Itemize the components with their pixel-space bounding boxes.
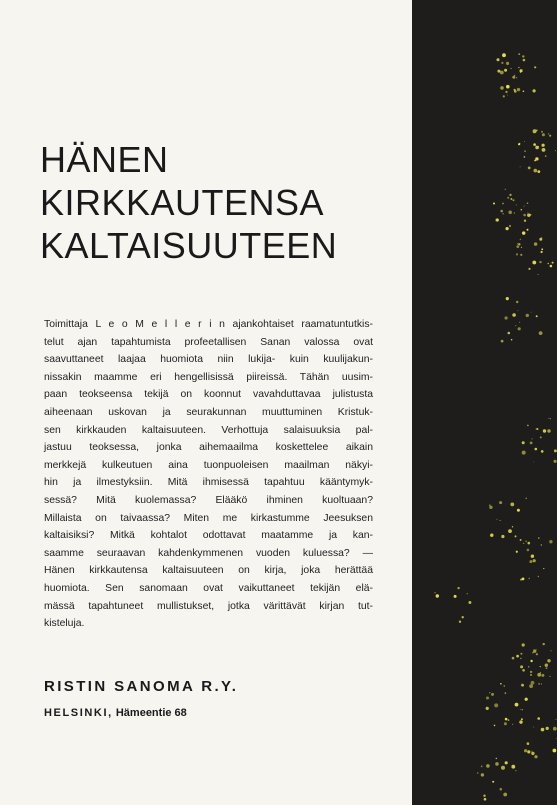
- speckle-dot: [528, 542, 531, 545]
- speckle-dot: [503, 793, 507, 797]
- speckle-dot: [512, 76, 515, 79]
- speckle-dot: [533, 462, 534, 463]
- address-street: Hämeentie 68: [115, 707, 187, 719]
- speckle-dot: [505, 189, 506, 190]
- speckle-dot: [541, 728, 545, 732]
- speckle-dot: [531, 681, 535, 685]
- speckle-dot: [525, 698, 528, 701]
- speckle-dot: [554, 460, 557, 463]
- speckle-dot: [527, 425, 529, 427]
- speckle-dot: [503, 54, 504, 55]
- speckle-dot: [489, 506, 492, 509]
- speckle-dot: [494, 725, 496, 727]
- speckle-dot: [520, 72, 521, 73]
- speckle-dot: [535, 146, 539, 150]
- speckle-dot: [550, 265, 553, 268]
- speckle-dot: [517, 509, 520, 512]
- blurb-line: merkkejä kulkeutuen aina tuonpuoleisen maailman näkyi-: [44, 459, 373, 471]
- speckle-dot: [534, 755, 537, 758]
- speckle-dot: [434, 592, 435, 593]
- speckle-dot: [462, 616, 464, 618]
- speckle-dot: [542, 133, 545, 136]
- speckle-dot: [548, 263, 549, 264]
- speckle-dot: [481, 773, 484, 776]
- speckle-dot: [477, 772, 478, 773]
- speckle-dot: [502, 203, 504, 205]
- speckle-dot: [507, 95, 508, 96]
- speckle-dot: [436, 594, 439, 597]
- speckle-dot: [540, 436, 542, 438]
- speckle-dot: [522, 55, 524, 57]
- speckle-dot: [519, 720, 522, 723]
- speckle-dot: [539, 261, 541, 263]
- speckle-dot: [530, 674, 532, 676]
- speckle-dot: [549, 540, 552, 543]
- speckle-dot: [515, 770, 516, 771]
- speckle-dot: [527, 202, 529, 204]
- speckle-dot: [511, 68, 512, 69]
- speckle-dot: [520, 539, 522, 541]
- speckle-dot: [514, 212, 515, 213]
- speckle-dot: [486, 764, 490, 768]
- speckle-dot: [495, 762, 499, 766]
- speckle-dot: [524, 220, 526, 222]
- speckle-dot: [516, 245, 519, 248]
- speckle-dot: [489, 505, 490, 506]
- speckle-dot: [502, 53, 506, 57]
- speckle-dot: [530, 442, 533, 445]
- speckle-dot: [515, 325, 516, 326]
- speckle-dot: [522, 643, 525, 646]
- speckle-dot: [536, 653, 538, 655]
- speckle-dot: [518, 327, 521, 330]
- speckle-dot: [541, 450, 544, 453]
- speckle-dot: [500, 86, 504, 90]
- speckle-dot: [535, 448, 538, 451]
- blurb-line: aiheenaan uskovan ja seurakunnan muuttuminen Kristuk-: [44, 406, 373, 418]
- speckle-dot: [529, 578, 530, 579]
- speckle-dot: [520, 166, 521, 167]
- speckle-dot: [546, 727, 549, 730]
- speckle-dot: [548, 418, 549, 419]
- blurb-line: saamme seuraavan kahdenkymmenen vuoden kuluessa? —: [44, 547, 373, 559]
- speckle-dot: [527, 229, 529, 231]
- speckle-dot: [506, 297, 509, 300]
- speckle-dot: [541, 237, 542, 238]
- speckle-dot: [554, 449, 557, 452]
- speckle-dot: [549, 676, 550, 677]
- speckle-dot: [522, 441, 525, 444]
- speckle-dot: [533, 89, 536, 92]
- speckle-dot: [547, 429, 550, 432]
- blurb-line: hin ja ilmestyksiin. Mitä ihmisessä tapahtuu kääntymyk-: [44, 477, 373, 489]
- blurb-line: sessä? Mitä kuolemassa? Elääkö ihminen kuoltuaan?: [44, 494, 373, 506]
- speckle-dot: [527, 750, 530, 753]
- speckle-dot: [533, 727, 534, 728]
- speckle-dot: [541, 248, 543, 250]
- speckle-dot: [553, 749, 557, 753]
- speckle-dot: [522, 578, 525, 581]
- speckle-dot: [541, 684, 542, 685]
- speckle-dot: [522, 669, 525, 672]
- speckle-dot: [522, 231, 525, 234]
- speckle-dot: [524, 749, 527, 752]
- speckle-dot: [508, 332, 511, 335]
- speckle-dot: [545, 664, 548, 667]
- speckle-dot: [527, 213, 528, 214]
- speckle-dot: [457, 587, 459, 589]
- speckle-dot: [512, 313, 516, 317]
- speckle-dot: [528, 268, 530, 270]
- speckle-dot: [533, 143, 536, 146]
- speckle-dot: [516, 77, 517, 78]
- speckle-dot: [550, 418, 551, 419]
- speckle-dot: [520, 239, 521, 240]
- blurb-line: jastuu teoksessa, jonka aihemaailma koskettelee aikain: [44, 442, 373, 454]
- speckle-dot: [555, 150, 556, 151]
- speckle-dot: [536, 315, 538, 317]
- speckle-dot: [527, 549, 530, 552]
- speckle-dot: [521, 209, 523, 211]
- speckle-dot: [541, 544, 542, 545]
- blurb-line: kaltaisiksi? Mitkä kohtalot odottavat maatamme ja kan-: [44, 530, 373, 542]
- speckle-dot: [490, 534, 493, 537]
- speckle-dot: [549, 135, 551, 137]
- speckle-dot: [508, 211, 512, 215]
- title-line: KALTAISUUTEEN: [40, 225, 338, 266]
- speckle-dot: [536, 649, 537, 650]
- speckle-dot: [467, 593, 468, 594]
- speckle-dot: [548, 133, 549, 134]
- speckle-dot: [529, 684, 533, 688]
- speckle-dot: [528, 167, 531, 170]
- speckle-dot: [529, 560, 532, 563]
- blurb-line: paan teokseensa tekijä on koonnut vavahduttavaa julistusta: [44, 389, 373, 401]
- speckle-dot: [512, 526, 513, 527]
- speckle-dot: [541, 131, 543, 133]
- speckle-dot: [515, 535, 517, 537]
- speckle-dot: [505, 91, 507, 93]
- speckle-dot: [501, 766, 505, 770]
- publisher-address: [44, 707, 187, 719]
- speckle-dot: [553, 727, 557, 731]
- speckle-dot: [505, 692, 507, 694]
- speckle-dot: [530, 660, 532, 662]
- speckle-dot: [538, 683, 539, 684]
- speckle-dot: [541, 674, 544, 677]
- title-line: HÄNEN: [40, 139, 169, 180]
- blurb-line: sen kirkkauden kaltaisuuteen. Verhottuja salaisuuksia pal-: [44, 424, 373, 436]
- speckle-dot: [543, 429, 546, 432]
- speckle-dot: [525, 541, 527, 543]
- speckle-dot: [507, 197, 509, 199]
- speckle-dot: [530, 671, 532, 673]
- speckle-dot: [537, 673, 541, 677]
- speckle-pattern: [412, 0, 557, 805]
- speckle-dot: [484, 798, 487, 801]
- speckle-dot: [497, 70, 500, 73]
- address-city: HELSINKI,: [44, 707, 113, 719]
- speckle-dot: [516, 253, 518, 255]
- speckle-dot: [523, 91, 525, 93]
- blurb-line: nissakin maamme eri hengellisissä piireissä. Tähän uusim-: [44, 371, 373, 383]
- speckle-dot: [504, 685, 505, 686]
- speckle-dot: [537, 717, 540, 720]
- speckle-dot: [517, 243, 518, 244]
- speckle-dot: [514, 90, 517, 93]
- speckle-dot: [524, 150, 526, 152]
- speckle-dot: [511, 765, 515, 769]
- speckle-dot: [537, 170, 540, 173]
- speckle-dot: [526, 498, 527, 499]
- speckle-dot: [518, 243, 520, 245]
- speckle-dot: [533, 649, 536, 652]
- speckle-dot: [540, 666, 541, 667]
- speckle-dot: [521, 684, 524, 687]
- speckle-dot: [481, 766, 483, 768]
- speckle-dot: [494, 703, 498, 707]
- speckle-dot: [505, 316, 508, 319]
- speckle-dot: [521, 718, 523, 720]
- book-title: [40, 138, 337, 267]
- speckle-dot: [543, 568, 544, 569]
- speckle-dot: [508, 529, 512, 533]
- speckle-dot: [500, 683, 502, 685]
- speckled-spine: [412, 0, 557, 805]
- speckle-dot: [501, 535, 504, 538]
- speckle-dot: [528, 666, 530, 668]
- speckle-dot: [520, 665, 523, 668]
- speckle-dot: [538, 274, 539, 275]
- speckle-dot: [534, 169, 538, 173]
- speckle-dot: [538, 576, 539, 577]
- speckle-dot: [523, 543, 524, 544]
- speckle-dot: [501, 340, 504, 343]
- blurb-line: telut ajan tapahtumista profeetallisen Sanan valossa ovat: [44, 336, 373, 348]
- speckle-dot: [542, 148, 546, 152]
- speckle-dot: [522, 451, 526, 455]
- speckle-dot: [510, 198, 512, 200]
- speckle-dot: [518, 67, 519, 68]
- speckle-dot: [524, 141, 525, 142]
- speckle-dot: [496, 219, 499, 222]
- speckle-dot: [506, 227, 509, 230]
- speckle-dot: [496, 519, 497, 520]
- speckle-dot: [540, 672, 541, 673]
- speckle-dot: [500, 210, 503, 213]
- blurb: [44, 316, 373, 633]
- speckle-dot: [503, 213, 504, 214]
- speckle-dot: [532, 438, 533, 439]
- speckle-dot: [520, 658, 521, 659]
- speckle-dot: [496, 758, 497, 759]
- speckle-dot: [491, 693, 494, 696]
- speckle-dot: [516, 204, 517, 205]
- speckle-dot: [531, 751, 532, 752]
- speckle-dot: [503, 95, 505, 97]
- speckle-dot: [523, 214, 526, 217]
- speckle-dot: [546, 667, 548, 669]
- speckle-dot: [541, 251, 543, 253]
- speckle-dot: [520, 254, 522, 256]
- speckle-dot: [454, 595, 457, 598]
- blurb-line: mässä tapahtuneet mullistukset, jotka värittävät kirjan tut-: [44, 600, 373, 612]
- speckle-dot: [532, 652, 533, 653]
- speckle-dot: [497, 58, 500, 61]
- speckle-dot: [534, 242, 537, 245]
- speckle-dot: [523, 59, 526, 62]
- speckle-dot: [492, 781, 494, 783]
- speckle-dot: [552, 262, 554, 264]
- speckle-dot: [518, 53, 520, 55]
- speckle-dot: [505, 718, 508, 721]
- speckle-dot: [516, 551, 518, 553]
- speckle-dot: [531, 752, 534, 755]
- speckle-dot: [501, 62, 503, 64]
- speckle-dot: [520, 69, 523, 72]
- speckle-dot: [513, 199, 515, 201]
- publisher-name: RISTIN SANOMA R.Y.: [44, 678, 239, 695]
- blurb-line: Toimittaja L e o M e l l e r i n ajankohtaiset raamatuntutkis-: [44, 319, 373, 330]
- speckle-dot: [500, 788, 503, 791]
- blurb-line: saavuttaneet laajaa huomiota niin lukija- kuin kuulijakun-: [44, 354, 373, 366]
- speckle-dot: [500, 520, 501, 521]
- speckle-dot: [531, 312, 532, 313]
- speckle-dot: [545, 155, 547, 157]
- speckle-dot: [504, 69, 507, 72]
- speckle-dot: [509, 194, 511, 196]
- speckle-dot: [530, 214, 532, 216]
- speckle-dot: [520, 709, 521, 710]
- title-line: KIRKKAUTENSA: [40, 182, 325, 223]
- speckle-dot: [542, 144, 545, 147]
- speckle-dot: [504, 722, 507, 725]
- speckle-dot: [493, 203, 495, 205]
- speckle-dot: [509, 225, 511, 227]
- speckle-dot: [524, 206, 525, 207]
- speckle-dot: [515, 703, 519, 707]
- speckle-dot: [499, 501, 502, 504]
- speckle-dot: [536, 428, 538, 430]
- blurb-line: huomiota. Sen sanomaan ovat vaikuttaneet tekijän elä-: [44, 582, 373, 594]
- speckle-dot: [508, 719, 510, 721]
- speckle-dot: [534, 66, 536, 68]
- speckle-dot: [543, 643, 545, 645]
- speckle-dot: [531, 555, 534, 558]
- speckle-dot: [528, 744, 529, 745]
- speckle-dot: [489, 692, 490, 693]
- speckle-dot: [526, 314, 529, 317]
- speckle-dot: [538, 537, 539, 538]
- speckle-dot: [459, 621, 461, 623]
- speckle-dot: [512, 724, 513, 725]
- speckle-dot: [514, 75, 515, 76]
- speckle-dot: [516, 301, 518, 303]
- speckle-dot: [468, 601, 471, 604]
- speckle-dot: [486, 707, 489, 710]
- blurb-line: kisteluja.: [44, 618, 85, 630]
- speckle-dot: [535, 157, 538, 160]
- blurb-line: Hänen kirkkautensa kaltaisuuteen on kirja, joka herättää: [44, 565, 373, 577]
- speckle-dot: [556, 719, 557, 720]
- speckle-dot: [521, 247, 522, 248]
- speckle-dot: [547, 659, 550, 662]
- speckle-dot: [511, 339, 513, 341]
- speckle-dot: [516, 655, 519, 658]
- speckle-dot: [539, 331, 543, 335]
- speckle-dot: [550, 650, 551, 651]
- speckle-dot: [533, 129, 537, 133]
- speckle-dot: [524, 156, 526, 158]
- speckle-dot: [486, 697, 489, 700]
- speckle-dot: [500, 71, 504, 75]
- speckle-dot: [533, 559, 536, 562]
- speckle-dot: [539, 238, 542, 241]
- speckle-dot: [512, 657, 515, 660]
- speckle-dot: [506, 62, 509, 65]
- speckle-dot: [519, 322, 520, 323]
- speckle-dot: [517, 88, 520, 91]
- speckle-dot: [505, 761, 508, 764]
- speckle-dot: [522, 709, 523, 710]
- speckle-dot: [510, 503, 514, 507]
- speckle-dot: [518, 143, 520, 145]
- speckle-dot: [483, 795, 485, 797]
- blurb-line: Millaista on taivaassa? Miten me kirkastumme Jeesuksen: [44, 512, 373, 524]
- speckle-dot: [532, 261, 536, 265]
- speckle-dot: [518, 310, 519, 311]
- speckle-dot: [506, 85, 510, 89]
- speckle-dot: [520, 653, 522, 655]
